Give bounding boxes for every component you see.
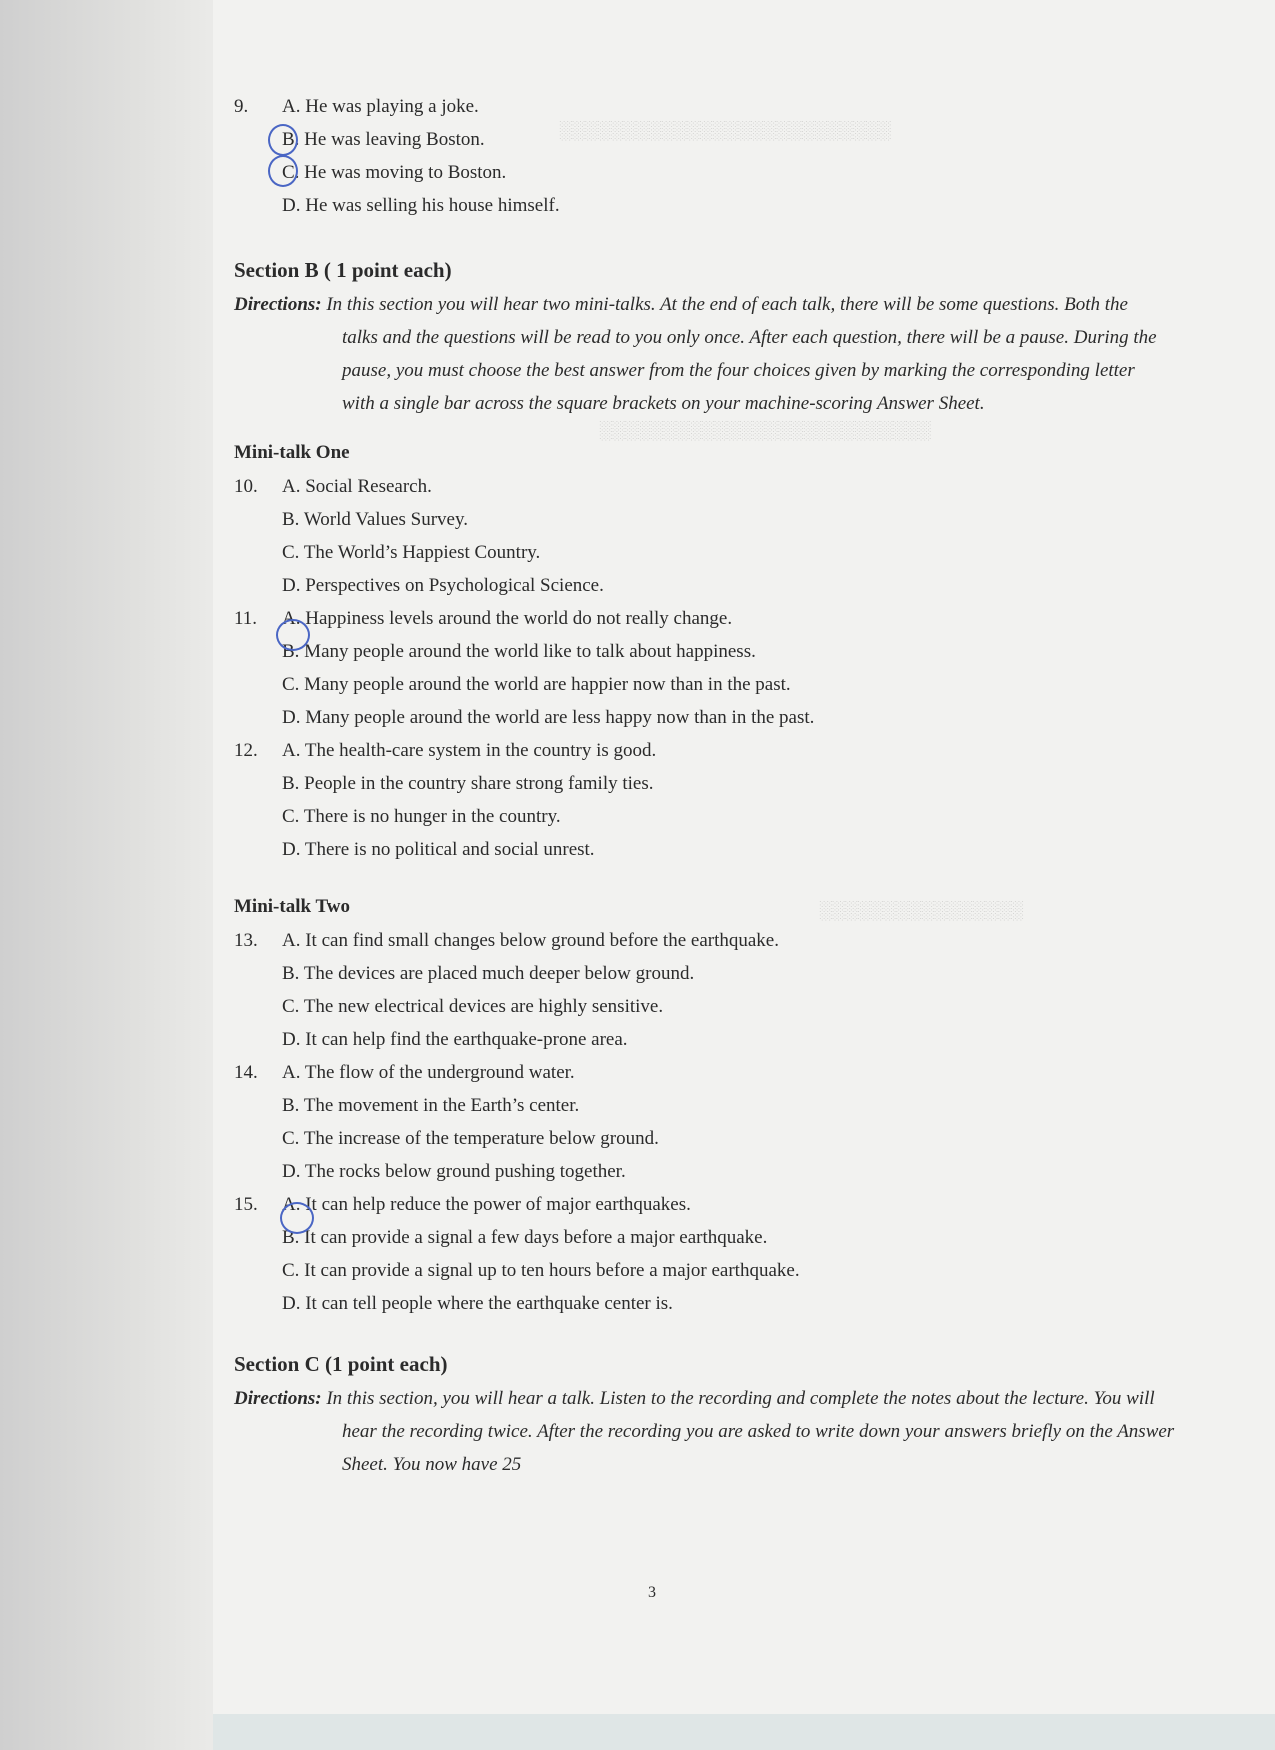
question-11 [234,602,1234,734]
pen-circle-mark [276,619,310,651]
option-a: A. The health-care system in the country is good. [282,740,657,761]
option-d: D. Perspectives on Psychological Science. [282,575,604,596]
bleed-through: ░░░░░░░░░░░░░░░░ [820,900,1025,920]
option-c: C. The increase of the temperature below ground. [282,1128,659,1149]
mini-talk-two-title: Mini-talk Two [234,896,350,917]
option-b: B. The movement in the Earth’s center. [282,1095,580,1116]
option-d: D. He was selling his house himself. [282,195,560,216]
pen-circle-mark [280,1202,314,1234]
option-b: B. It can provide a signal a few days before a major earthquake. [282,1227,768,1248]
question-number: 9. [234,96,249,117]
option-d: D. It can tell people where the earthquake center is. [282,1293,673,1314]
question-number: 14. [234,1062,258,1083]
question-number: 10. [234,476,258,497]
option-c: C. It can provide a signal up to ten hours before a major earthquake. [282,1260,800,1281]
bleed-through: ░░░░░░░░░░░░░░░░░░░░░░░░░░ [600,420,932,440]
question-15 [234,1188,1234,1320]
section-c-directions [234,1382,1192,1481]
option-a: A. The flow of the underground water. [282,1062,575,1083]
option-a: A. It can help reduce the power of major earthquakes. [282,1194,691,1215]
question-12 [234,734,1234,866]
option-d: D. There is no political and social unrest. [282,839,595,860]
option-c: C. Many people around the world are happier now than in the past. [282,674,791,695]
question-13 [234,924,1234,1056]
section-c-title: Section C (1 point each) [234,1352,448,1376]
bleed-through: ░░░░░░░░░░░░░░░░░░░░░░░░░░ [560,120,892,140]
question-9 [234,90,1234,222]
option-b: B. World Values Survey. [282,509,469,530]
option-b: B. Many people around the world like to talk about happiness. [282,641,756,662]
option-a: A. It can find small changes below ground before the earthquake. [282,930,779,951]
exam-content [234,90,1234,1481]
directions-label: Directions: [234,1388,322,1409]
option-b: B. He was leaving Boston. [282,129,485,150]
directions-text: In this section, you will hear a talk. Listen to the recording and complete the notes about the lecture. You will hear the recording twice. After the recording you are asked to write down your answers briefly on the Answer Sheet. You now have 25 [326,1388,1175,1475]
directions-label: Directions: [234,294,322,315]
page-number: 3 [648,1584,656,1601]
section-b-title: Section B ( 1 point each) [234,258,452,282]
option-c: C. The World’s Happiest Country. [282,542,541,563]
option-a: A. He was playing a joke. [282,96,479,117]
page-bottom-edge [213,1714,1275,1750]
option-b: B. The devices are placed much deeper below ground. [282,963,695,984]
binding-shadow [0,0,225,1750]
option-a: A. Social Research. [282,476,432,497]
option-c: C. He was moving to Boston. [282,162,507,183]
pen-circle-mark [268,155,298,187]
question-number: 13. [234,930,258,951]
option-a: A. Happiness levels around the world do not really change. [282,608,733,629]
pen-circle-mark [268,124,298,156]
question-10 [234,470,1234,602]
option-c: C. The new electrical devices are highly sensitive. [282,996,664,1017]
option-d: D. Many people around the world are less happy now than in the past. [282,707,815,728]
section-b-directions [234,288,1162,420]
option-d: D. It can help find the earthquake-prone area. [282,1029,628,1050]
option-d: D. The rocks below ground pushing together. [282,1161,626,1182]
mini-talk-one-title: Mini-talk One [234,442,350,463]
question-14 [234,1056,1234,1188]
option-c: C. There is no hunger in the country. [282,806,561,827]
option-b: B. People in the country share strong family ties. [282,773,654,794]
directions-text: In this section you will hear two mini-talks. At the end of each talk, there will be some questions. Both the talks and the questions will be read to you only once. After each question, there will be a pause. During the pause, you must choose the best answer from the four choices given by marking the corresponding letter with a single bar across the square brackets on your machine-scoring Answer Sheet. [326,294,1157,414]
question-number: 11. [234,608,258,629]
question-number: 12. [234,740,258,761]
question-number: 15. [234,1194,258,1215]
